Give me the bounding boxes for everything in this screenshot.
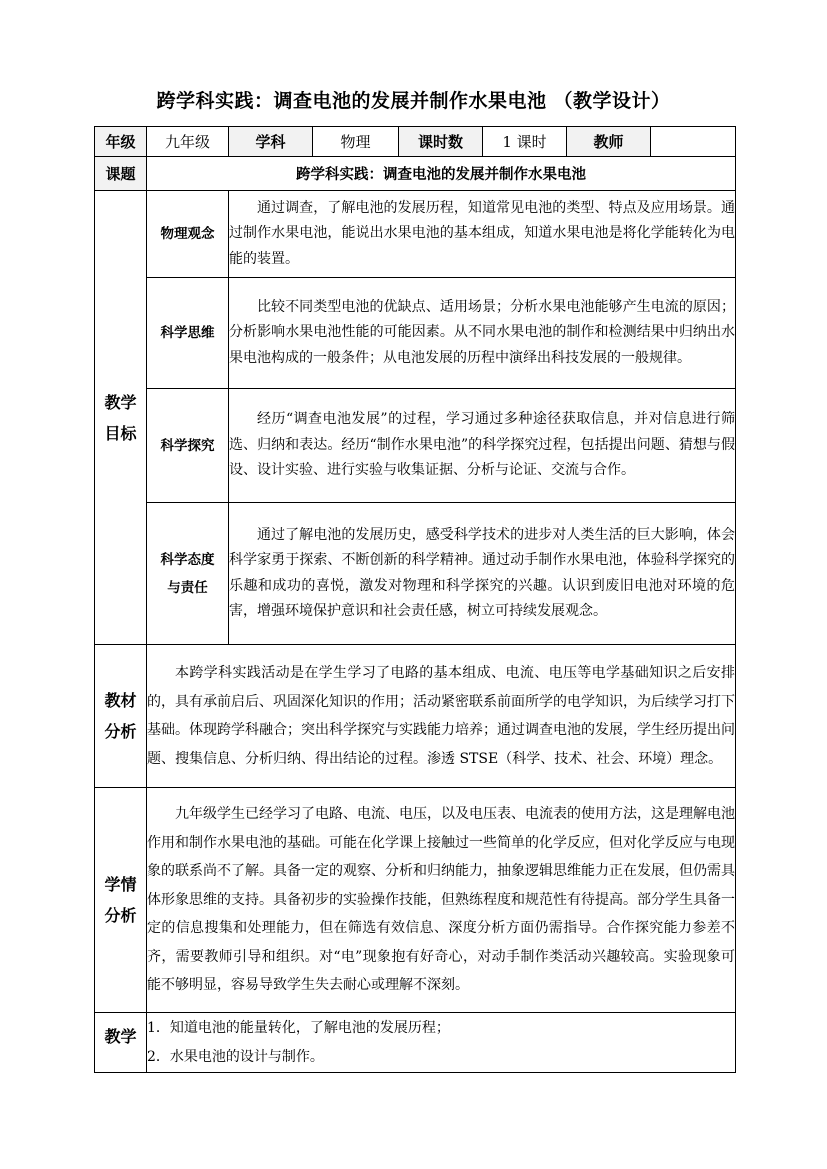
objective-text: 经历“调查电池发展”的过程，学习通过多种途径获取信息，并对信息进行筛选、归纳和表达。经历“制作水果电池”的科学探究过程，包括提出问题、猜想与假设、设计实验、进行实验与收集证据、分析与论证、交流与合作。 (229, 389, 736, 503)
topic-label: 课题 (95, 157, 147, 191)
material-analysis-label-line2: 分析 (104, 722, 137, 741)
objective-row (95, 389, 736, 503)
list-item: 2．水果电池的设计与制作。 (147, 1048, 324, 1065)
objective-name-line1: 物理观念 (160, 226, 215, 242)
key-points-list (147, 1013, 736, 1073)
material-analysis-label (95, 645, 147, 788)
objective-row (95, 503, 736, 645)
topic-value: 跨学科实践：调查电池的发展并制作水果电池 (147, 157, 736, 191)
subject-value: 物理 (313, 127, 399, 157)
student-analysis-label (95, 788, 147, 1013)
objective-name (147, 191, 229, 278)
hours-value: 1 课时 (483, 127, 567, 157)
teacher-value (651, 127, 736, 157)
student-analysis-label-line1: 学情 (104, 875, 137, 894)
objective-name (147, 389, 229, 503)
subject-label: 学科 (229, 127, 313, 157)
document-title: 跨学科实践：调查电池的发展并制作水果电池 （教学设计） (156, 90, 671, 112)
objective-name-line1: 科学态度 (160, 551, 215, 568)
key-points-label: 教学 (95, 1013, 147, 1073)
objectives-label-line1: 教学 (104, 392, 137, 412)
grade-label: 年级 (95, 127, 147, 157)
material-analysis-row (95, 645, 736, 788)
info-row (95, 127, 736, 157)
objective-row (95, 191, 736, 278)
objective-row (95, 278, 736, 389)
student-analysis-label-line2: 分析 (104, 906, 137, 925)
student-analysis-text: 九年级学生已经学习了电路、电流、电压，以及电压表、电流表的使用方法，这是理解电池作用和制作水果电池的基础。可能在化学课上接触过一些简单的化学反应，但对化学反应与电现象的联系尚不了解。具备一定的观察、分析和归纳能力，抽象逻辑思维能力正在发展，但仍需具体形象思维的支持。具备初步的实验操作技能，但熟练程度和规范性有待提高。部分学生具备一定的信息搜集和处理能力，但在筛选有效信息、深度分析方面仍需指导。合作探究能力参差不齐，需要教师引导和组织。对“电”现象抱有好奇心，对动手制作类活动兴趣较高。实验现象可能不够明显，容易导致学生失去耐心或理解不深刻。 (147, 788, 736, 1013)
hours-label: 课时数 (399, 127, 483, 157)
material-analysis-label-line1: 教材 (104, 691, 137, 710)
student-analysis-row (95, 788, 736, 1013)
objectives-label-line2: 目标 (104, 423, 137, 443)
objective-name-line2: 与责任 (167, 579, 208, 596)
lesson-plan-table (94, 126, 736, 1073)
objective-name-line1: 科学思维 (160, 325, 215, 341)
objective-text: 比较不同类型电池的优缺点、适用场景；分析水果电池能够产生电流的原因；分析影响水果电池性能的可能因素。从不同水果电池的制作和检测结果中归纳出水果电池构成的一般条件；从电池发展的历程中演绎出科技发展的一般规律。 (229, 278, 736, 389)
material-analysis-text: 本跨学科实践活动是在学生学习了电路的基本组成、电流、电压等电学基础知识之后安排的，具有承前启后、巩固深化知识的作用；活动紧密联系前面所学的电学知识，为后续学习打下基础。体现跨学科融合；突出科学探究与实践能力培养；通过调查电池的发展，学生经历提出问题、搜集信息、分析归纳、得出结论的过程。渗透 STSE（科学、技术、社会、环境）理念。 (147, 645, 736, 788)
objective-text: 通过了解电池的发展历史，感受科学技术的进步对人类生活的巨大影响，体会科学家勇于探索、不断创新的科学精神。通过动手制作水果电池，体验科学探究的乐趣和成功的喜悦，激发对物理和科学探究的兴趣。认识到废旧电池对环境的危害，增强环境保护意识和社会责任感，树立可持续发展观念。 (229, 503, 736, 645)
objective-name (147, 278, 229, 389)
objectives-label (95, 191, 147, 645)
grade-value: 九年级 (147, 127, 229, 157)
objective-name (147, 503, 229, 645)
objective-text: 通过调查，了解电池的发展历程，知道常见电池的类型、特点及应用场景。通过制作水果电池，能说出水果电池的基本组成，知道水果电池是将化学能转化为电能的装置。 (229, 191, 736, 278)
key-points-row (95, 1013, 736, 1073)
teacher-label: 教师 (567, 127, 651, 157)
list-item: 1．知道电池的能量转化，了解电池的发展历程； (147, 1019, 450, 1036)
objective-name-line1: 科学探究 (160, 437, 215, 454)
topic-row (95, 157, 736, 191)
